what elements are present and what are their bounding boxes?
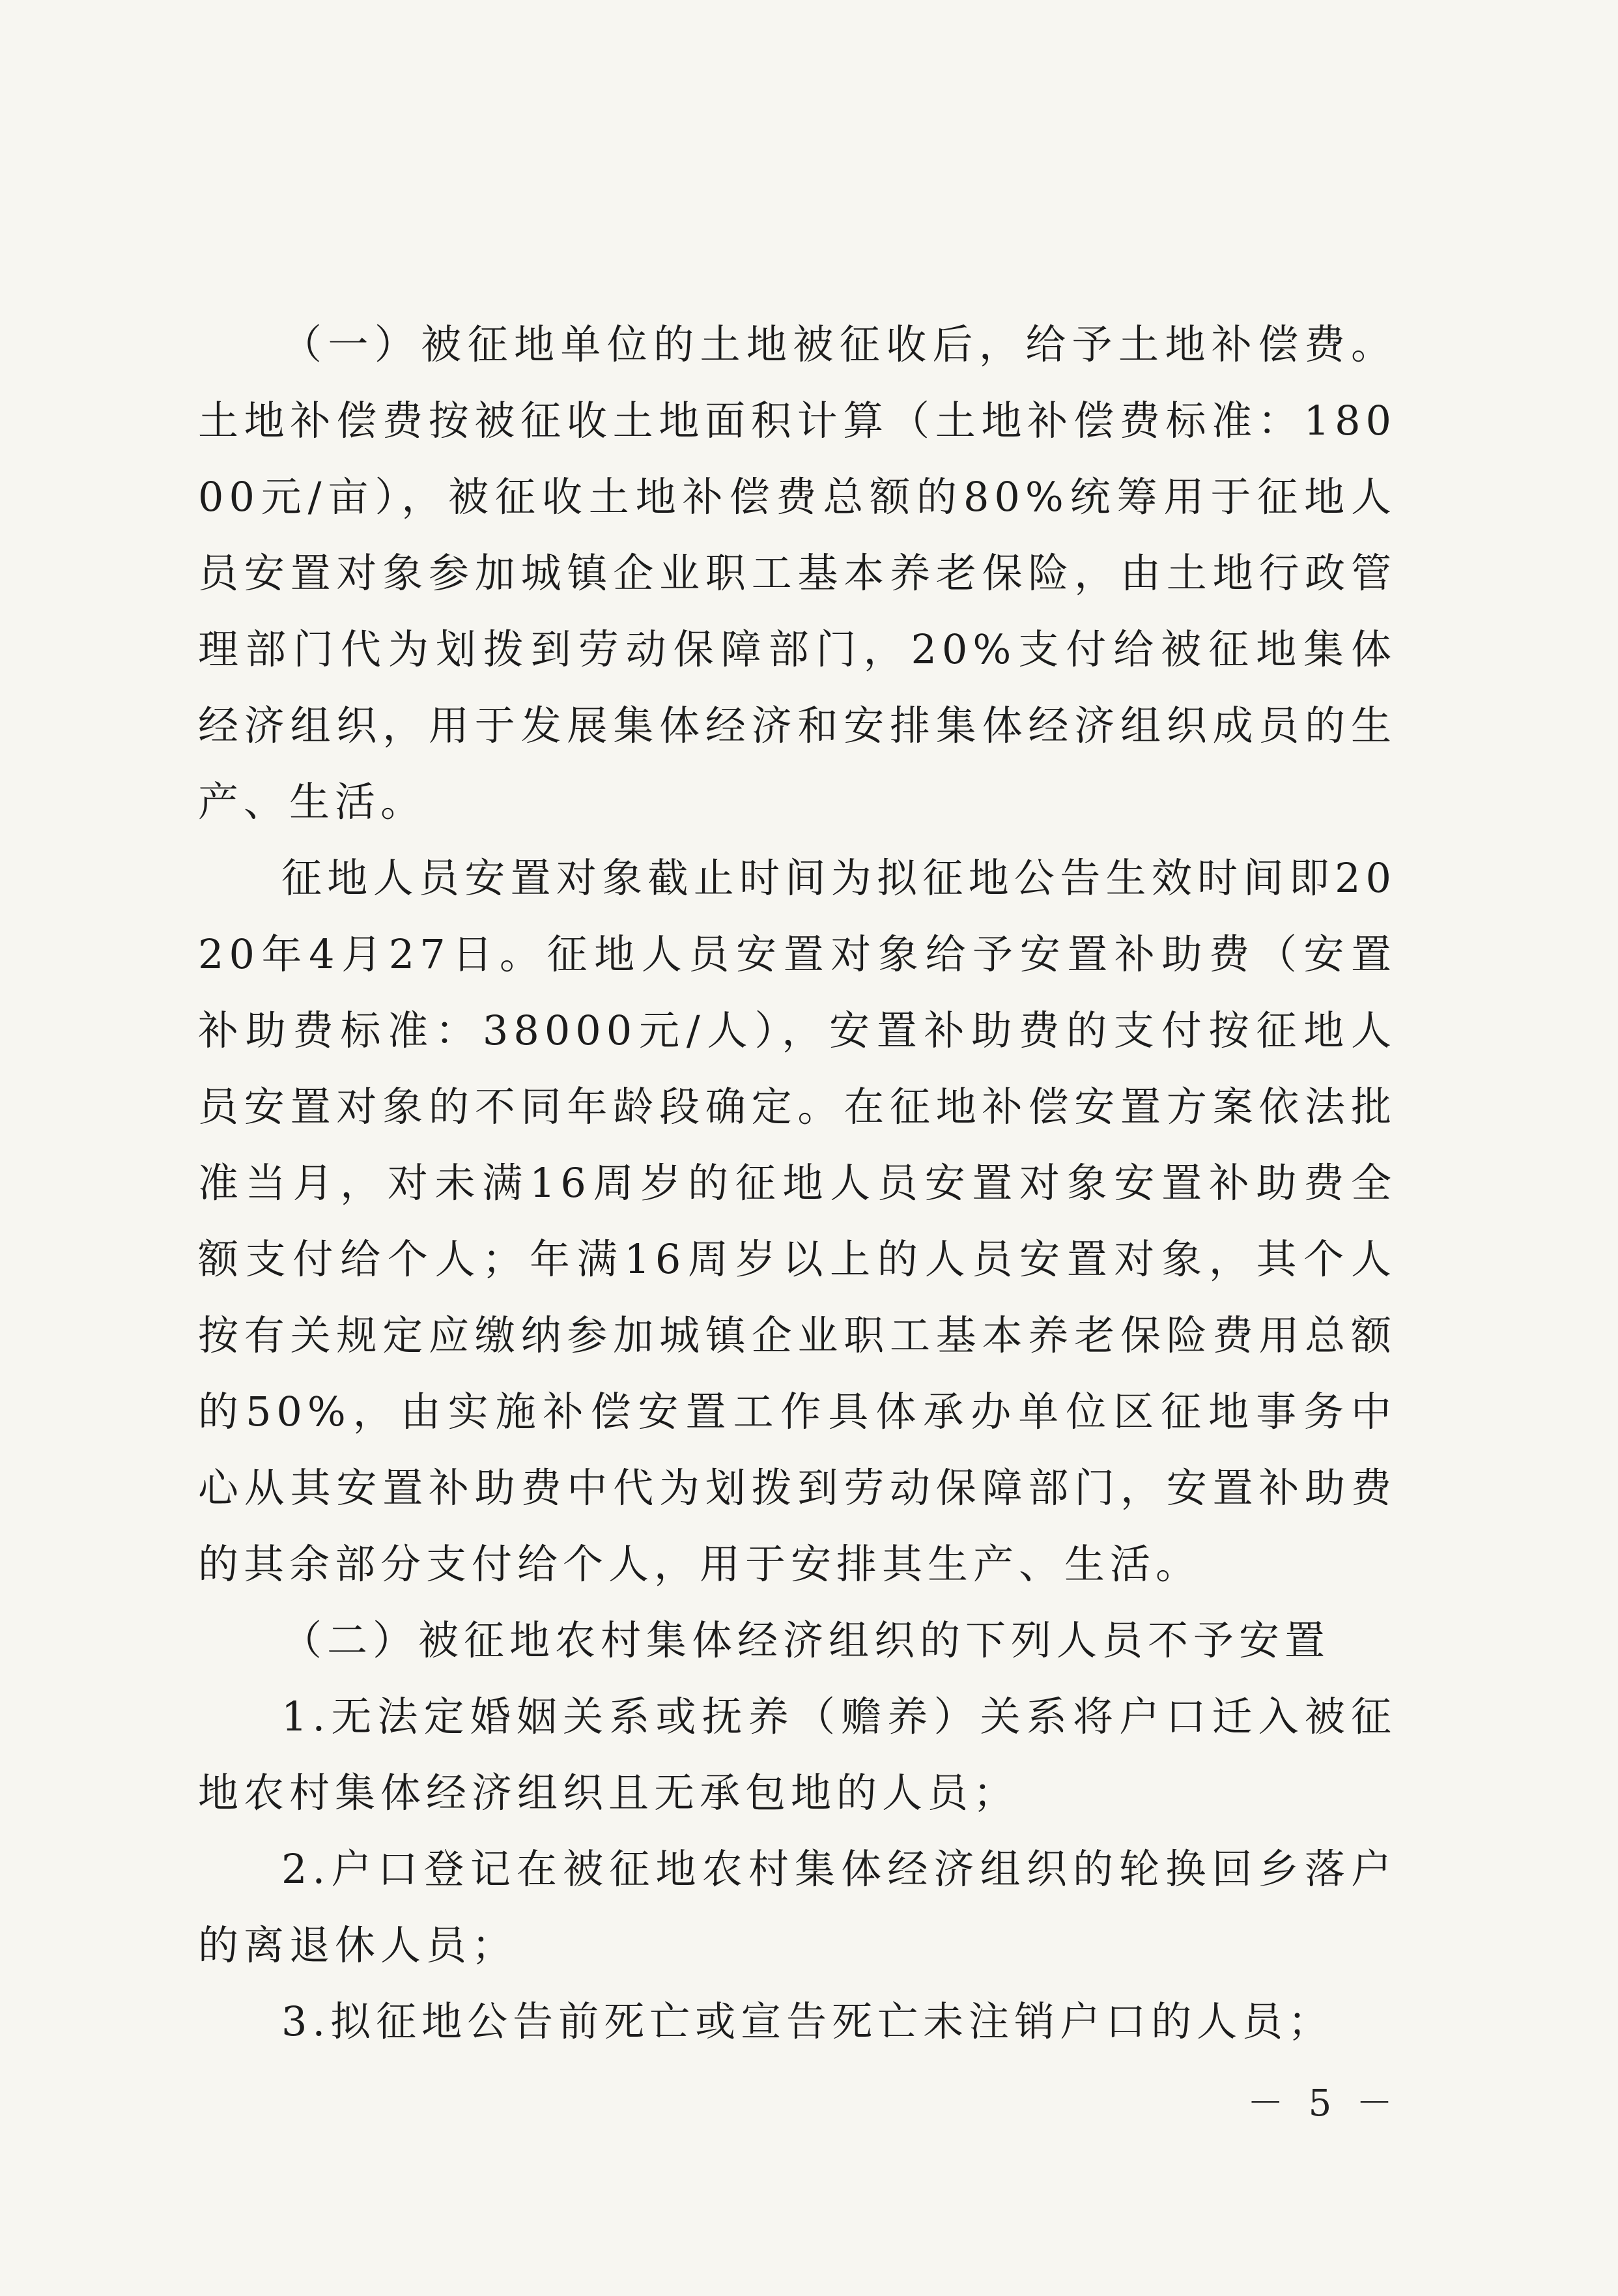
paragraph-item-1: 1.无法定婚姻关系或抚养（赡养）关系将户口迁入被征地农村集体经济组织且无承包地的人员； <box>198 1693 1397 1816</box>
paragraph-section-two-heading: （二）被征地农村集体经济组织的下列人员不予安置 <box>281 1616 1331 1664</box>
paragraph-land-compensation: （一）被征地单位的土地被征收后，给予土地补偿费。土地补偿费按被征收土地面积计算（土地补偿费标准：18000元/亩），被征收土地补偿费总额的80%统筹用于征地人员安置对象参加城镇企业职工基本养老保险，由土地行政管理部门代为划拨到劳动保障部门，20%支付给被征地集体经济组织，用于发展集体经济和安排集体经济组织成员的生产、生活。 <box>198 321 1397 825</box>
paragraph-item-2: 2.户口登记在被征地农村集体经济组织的轮换回乡落户的离退休人员； <box>198 1845 1397 1969</box>
paragraph-resettlement-subsidy: 征地人员安置对象截止时间为拟征地公告生效时间即2020年4月27日。征地人员安置对象给予安置补助费（安置补助费标准：38000元/人），安置补助费的支付按征地人员安置对象的不同年龄段确定。在征地补偿安置方案依法批准当月，对未满16周岁的征地人员安置对象安置补助费全额支付给个人；年满16周岁以上的人员安置对象，其个人按有关规定应缴纳参加城镇企业职工基本养老保险费用总额的50%，由实施补偿安置工作具体承办单位区征地事务中心从其安置补助费中代为划拨到劳动保障部门，安置补助费的其余部分支付给个人，用于安排其生产、生活。 <box>198 854 1397 1588</box>
document-body <box>198 306 1397 2059</box>
paragraph-item-3: 3.拟征地公告前死亡或宣告死亡未注销户口的人员； <box>281 1998 1334 2045</box>
page-number: － 5 － <box>1247 2082 1399 2125</box>
